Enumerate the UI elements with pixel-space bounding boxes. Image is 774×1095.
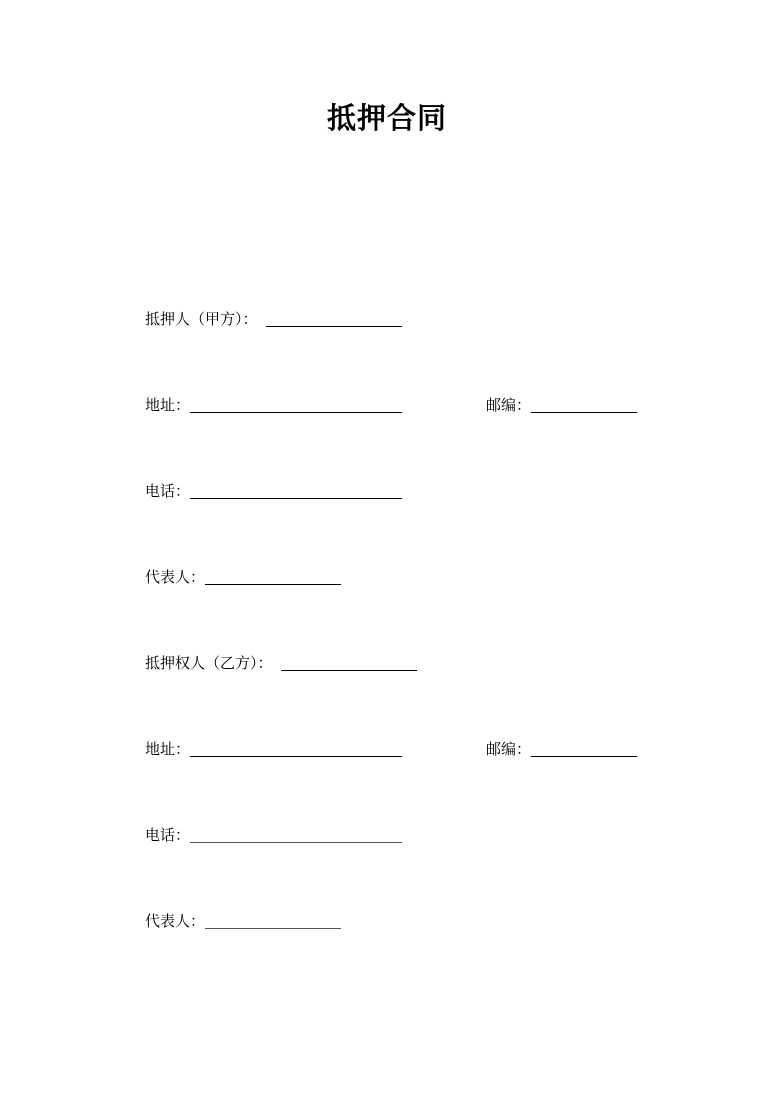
party-b-representative-blank[interactable]: [205, 928, 341, 929]
party-a-address-blank[interactable]: [190, 412, 402, 413]
party-a-address-label: 地址：: [145, 396, 191, 414]
party-b-name-row: [145, 651, 625, 675]
party-b-representative-label: 代表人：: [145, 912, 206, 930]
party-b-phone-label: 电话：: [145, 826, 191, 844]
party-b-address-blank[interactable]: [190, 756, 402, 757]
party-b-address-label: 地址：: [145, 740, 191, 758]
party-a-phone-row: [145, 479, 625, 503]
party-a-representative-row: [145, 565, 625, 589]
party-b-address-row: [145, 737, 645, 761]
party-a-phone-label: 电话：: [145, 482, 191, 500]
party-b-zip-blank[interactable]: [531, 756, 637, 757]
party-b-phone-blank[interactable]: [190, 842, 402, 843]
party-b-name-blank[interactable]: [281, 670, 417, 671]
party-b-representative-row: [145, 909, 625, 933]
party-b-name-label: 抵押权人（乙方）：: [145, 654, 273, 672]
party-a-name-label: 抵押人（甲方）：: [145, 310, 258, 328]
party-a-name-blank[interactable]: [266, 326, 402, 327]
party-a-phone-blank[interactable]: [190, 498, 402, 499]
party-a-zip-label: 邮编：: [486, 396, 532, 414]
party-b-zip-label: 邮编：: [486, 740, 532, 758]
party-b-zip-group: [486, 737, 646, 761]
party-a-representative-label: 代表人：: [145, 568, 206, 586]
document-title: 抵押合同: [326, 101, 447, 135]
party-a-name-row: [145, 307, 625, 331]
party-a-representative-blank[interactable]: [205, 584, 341, 585]
party-b-phone-row: [145, 823, 625, 847]
party-a-zip-group: [486, 393, 646, 417]
party-a-address-row: [145, 393, 645, 417]
party-a-zip-blank[interactable]: [531, 412, 637, 413]
